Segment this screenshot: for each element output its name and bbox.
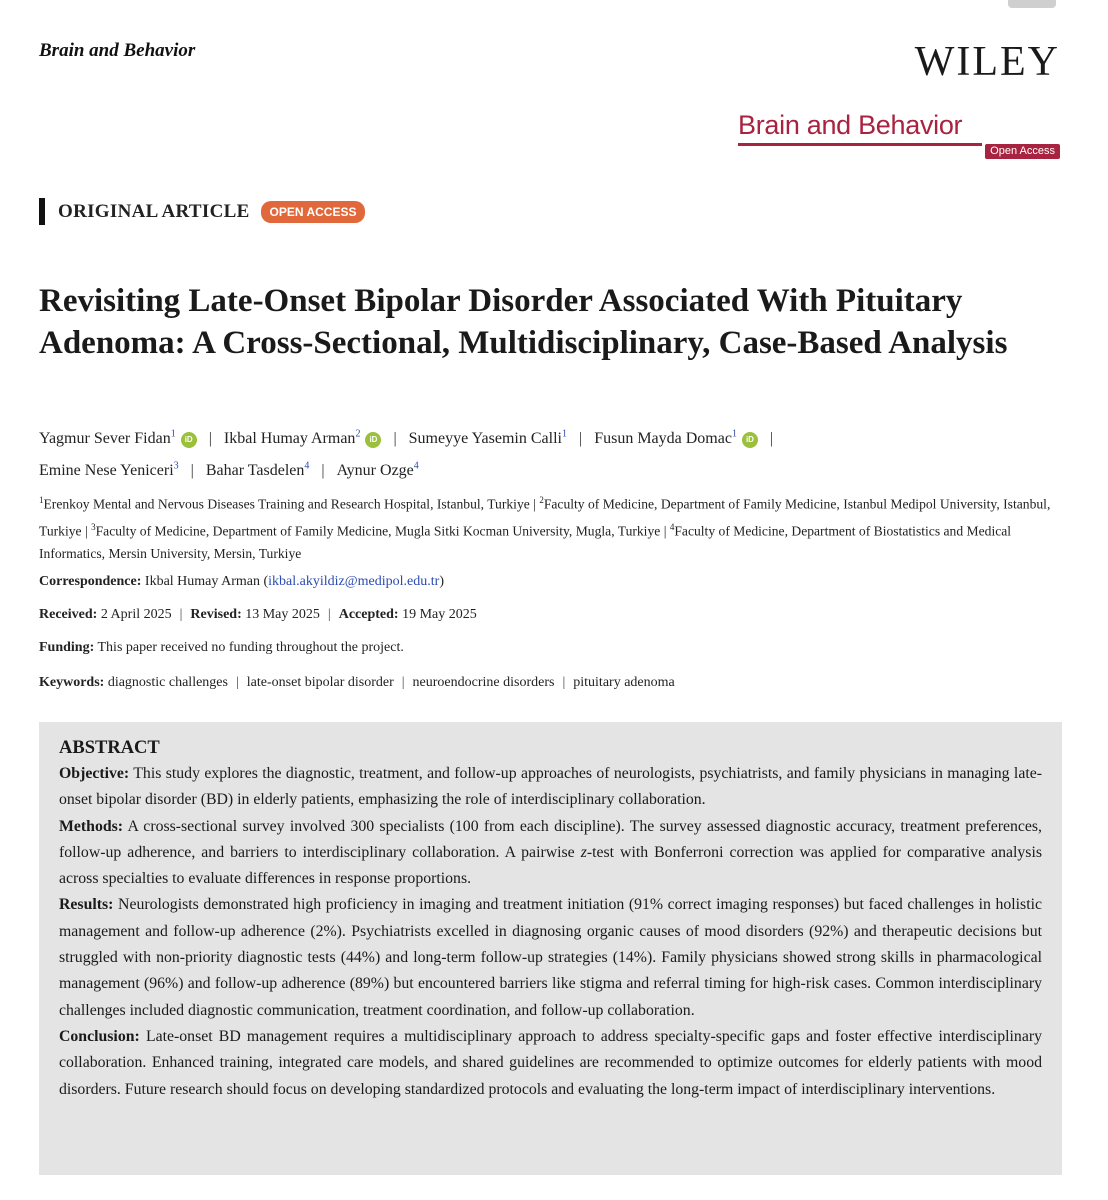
keyword[interactable]: neuroendocrine disorders <box>412 675 555 690</box>
author[interactable] <box>409 430 567 447</box>
author[interactable] <box>206 462 310 479</box>
objective-text: This study explores the diagnostic, treatment, and follow-up approaches of neurologists, psychiatrists, and family physicians in managing late-onset bipolar disorder (BD) in elderly patients, emphasizing the role of interdisciplinary collaboration. <box>59 765 1042 809</box>
affiliation-sup: 1 <box>39 495 44 505</box>
affiliation-separator: | <box>84 523 88 539</box>
abstract-conclusion <box>59 1024 1042 1103</box>
date-separator: | <box>179 607 183 622</box>
article-type-bar <box>39 198 45 225</box>
article-type-label: ORIGINAL ARTICLE <box>58 200 250 222</box>
author-name[interactable]: Ikbal Humay Arman <box>223 430 356 448</box>
abstract-objective <box>59 761 1042 814</box>
correspondence-email-link[interactable]: ikbal.akyildiz@medipol.edu.tr <box>268 574 440 589</box>
affiliation: Faculty of Medicine, Department of Biostatistics and Medical Informatics, Mersin University, Mersin, Turkiye <box>39 523 1012 562</box>
funding-label: Funding: <box>39 640 95 655</box>
methods-text-a: A cross-sectional survey involved 300 specialists (100 from each discipline). The survey assessed diagnostic accuracy, treatment preferences, follow-up adherence, and barriers to interdisciplinary collaboration. A pairwise <box>59 817 1042 861</box>
journal-logo-rule <box>738 143 982 146</box>
author[interactable] <box>224 430 382 447</box>
open-access-badge[interactable]: OPEN ACCESS <box>261 201 366 223</box>
author-separator: | <box>208 430 212 448</box>
author-separator: | <box>769 430 774 448</box>
keywords-line <box>39 675 675 691</box>
author[interactable] <box>39 430 197 447</box>
accepted-label: Accepted: <box>338 607 399 622</box>
keyword[interactable]: pituitary adenoma <box>573 675 675 690</box>
author-separator: | <box>190 461 194 479</box>
received-label: Received: <box>39 607 98 622</box>
keyword-separator: | <box>562 675 566 690</box>
correspondence-name: Ikbal Humay Arman <box>144 574 260 589</box>
affiliation-sup: 3 <box>91 522 96 533</box>
author-list <box>39 421 1069 484</box>
funding-text: This paper received no funding throughout the project. <box>97 640 404 655</box>
orcid-icon[interactable]: iD <box>742 432 758 448</box>
author-affiliation-sup: 1 <box>170 429 176 440</box>
author-name[interactable]: Aynur Ozge <box>336 461 414 479</box>
affiliation-separator: | <box>663 523 667 539</box>
abstract-box <box>39 722 1062 1175</box>
author-affiliation-sup: 3 <box>173 460 179 472</box>
keyword-separator: | <box>235 675 239 690</box>
results-text: Neurologists demonstrated high proficiency in imaging and treatment initiation (91% correct imaging responses) but faced challenges in holistic management and follow-up adherence (2%). Psychiatrists excelled in diagnosing organic causes of mood disorders (92%) and therapeutic decisions but struggled with non-priority diagnostic tests (44%) and long-term follow-up strategies (14%). Family physicians showed strong skills in pharmacological management (96%) and follow-up adherence (89%) but encountered barriers like stigma and referral timing for high-risk cases. Common interdisciplinary challenges included diagnostic communication, treatment coordination, and follow-up collaboration. <box>59 896 1042 1019</box>
affiliation-sup: 4 <box>669 522 675 533</box>
author-affiliation-sup: 1 <box>561 429 567 440</box>
article-title: Revisiting Late-Onset Bipolar Disorder Associated With Pituitary Adenoma: A Cross-Sectional, Multidisciplinary, Case-Based Analysis <box>39 283 1008 361</box>
author-name[interactable]: Bahar Tasdelen <box>205 461 305 479</box>
conclusion-label: Conclusion: <box>59 1027 140 1045</box>
methods-text-b: -test with Bonferroni correction was applied for comparative analysis across specialties to evaluate differences in response proportions. <box>59 843 1042 888</box>
affiliation-separator: | <box>533 496 536 512</box>
journal-logo-name: Brain and Behavior <box>738 110 963 140</box>
author-name[interactable]: Emine Nese Yeniceri <box>39 461 174 479</box>
abstract-results <box>59 892 1042 1023</box>
orcid-icon[interactable]: iD <box>181 432 197 448</box>
correspondence-label: Correspondence: <box>39 574 142 589</box>
abstract-methods <box>59 814 1042 893</box>
author-affiliation-sup: 1 <box>731 429 737 440</box>
affiliation: Faculty of Medicine, Department of Family Medicine, Istanbul Medipol University, Istanbul, Turkiye <box>39 496 1051 539</box>
article-type-row <box>39 198 365 225</box>
keyword[interactable]: late-onset bipolar disorder <box>246 675 394 690</box>
author[interactable] <box>39 462 179 479</box>
publisher-logo: WILEY <box>914 39 1060 85</box>
author[interactable] <box>594 430 758 447</box>
affiliation: Faculty of Medicine, Department of Family Medicine, Mugla Sitki Kocman University, Mugla, Turkiye <box>95 523 661 539</box>
journal-name-header: Brain and Behavior <box>39 40 196 61</box>
results-label: Results: <box>59 896 114 914</box>
author-separator: | <box>393 430 397 448</box>
received-date: 2 April 2025 <box>100 607 172 622</box>
journal-logo <box>738 110 1060 157</box>
abstract-heading: ABSTRACT <box>59 738 160 758</box>
author-affiliation-sup: 4 <box>413 460 419 472</box>
author[interactable] <box>337 462 419 479</box>
objective-label: Objective: <box>59 765 130 782</box>
author-name[interactable]: Fusun Mayda Domac <box>594 430 732 448</box>
orcid-icon[interactable]: iD <box>365 432 381 448</box>
date-separator: | <box>327 607 331 622</box>
methods-z: z <box>580 843 587 861</box>
dates-line <box>39 607 477 623</box>
author-affiliation-sup: 4 <box>304 460 310 472</box>
revised-date: 13 May 2025 <box>245 607 320 622</box>
keywords-label: Keywords: <box>39 675 105 690</box>
corner-decoration <box>1008 0 1056 8</box>
keyword-separator: | <box>401 675 405 690</box>
journal-logo-open-access-badge: Open Access <box>985 144 1060 159</box>
accepted-date: 19 May 2025 <box>402 607 477 622</box>
methods-label: Methods: <box>59 817 124 835</box>
correspondence-line: Correspondence: Ikbal Humay Arman (ikbal.akyildiz@medipol.edu.tr) <box>39 574 444 589</box>
author-separator: | <box>578 430 583 448</box>
funding-line <box>39 640 404 656</box>
author-name[interactable]: Sumeyye Yasemin Calli <box>408 430 562 448</box>
affiliations <box>39 489 1064 566</box>
affiliation: Erenkoy Mental and Nervous Diseases Training and Research Hospital, Istanbul, Turkiye <box>43 496 530 512</box>
conclusion-text: Late-onset BD management requires a multidisciplinary approach to address specialty-specific gaps and foster effective interdisciplinary collaboration. Enhanced training, integrated care models, and shared guidelines are recommended to optimize outcomes for elderly patients with mood disorders. Future research should focus on developing standardized protocols and evaluating the long-term impact of interdisciplinary interventions. <box>59 1027 1042 1098</box>
author-separator: | <box>321 461 325 479</box>
revised-label: Revised: <box>190 607 242 622</box>
keyword[interactable]: diagnostic challenges <box>107 675 228 690</box>
author-affiliation-sup: 2 <box>355 429 361 440</box>
author-name[interactable]: Yagmur Sever Fidan <box>39 430 171 448</box>
affiliation-sup: 2 <box>539 495 544 505</box>
